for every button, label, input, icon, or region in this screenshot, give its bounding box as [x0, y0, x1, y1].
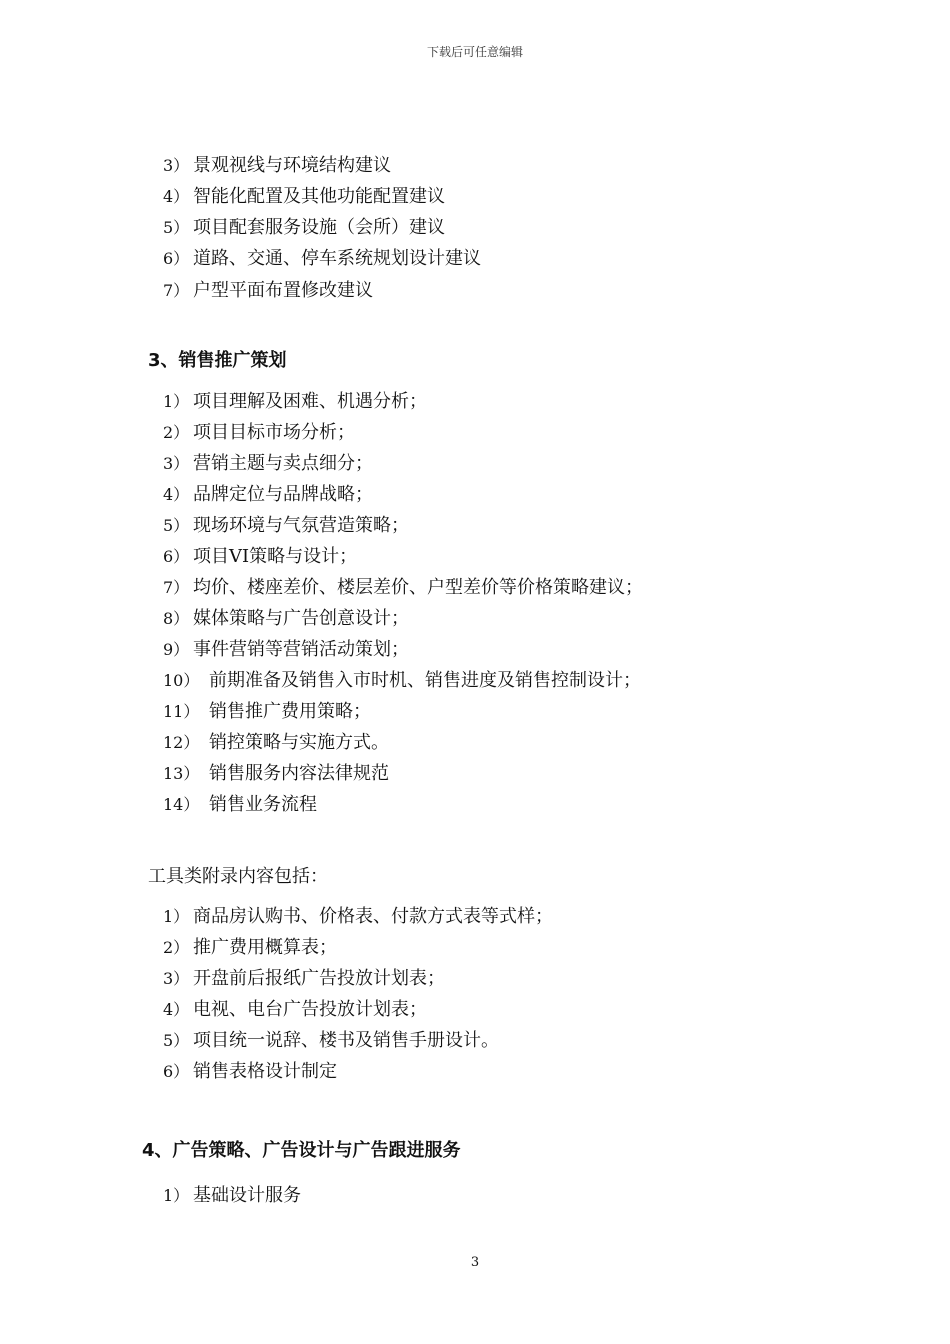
list-item: 1） 项目理解及困难、机遇分析；	[163, 391, 427, 412]
section-heading: 4、广告策略、广告设计与广告跟进服务	[142, 1140, 461, 1161]
page-header: 下载后可任意编辑	[426, 45, 523, 59]
list-item: 1） 基础设计服务	[163, 1185, 301, 1206]
section-heading: 工具类附录内容包括：	[148, 866, 328, 887]
section-heading: 3、销售推广策划	[148, 350, 287, 371]
list-item: 12） 销控策略与实施方式。	[163, 732, 389, 753]
list-item: 7） 均价、楼座差价、楼层差价、户型差价等价格策略建议；	[163, 577, 643, 598]
list-item: 5） 项目配套服务设施（会所）建议	[163, 217, 445, 238]
list-item: 2） 项目目标市场分析；	[163, 422, 355, 443]
list-item: 7） 户型平面布置修改建议	[163, 280, 373, 301]
list-item: 6） 道路、交通、停车系统规划设计建议	[163, 248, 481, 269]
list-item: 14） 销售业务流程	[163, 794, 317, 815]
list-item: 8） 媒体策略与广告创意设计；	[163, 608, 409, 629]
page-number: 3	[470, 1255, 480, 1270]
list-item: 5） 项目统一说辞、楼书及销售手册设计。	[163, 1030, 499, 1051]
list-item: 11） 销售推广费用策略；	[163, 701, 371, 722]
list-item: 6） 项目VI策略与设计；	[163, 546, 358, 567]
list-item: 5） 现场环境与气氛营造策略；	[163, 515, 409, 536]
list-item: 6） 销售表格设计制定	[163, 1061, 337, 1082]
list-item: 4） 智能化配置及其他功能配置建议	[163, 186, 445, 207]
list-item: 4） 电视、电台广告投放计划表；	[163, 999, 427, 1020]
list-item: 1） 商品房认购书、价格表、付款方式表等式样；	[163, 906, 553, 927]
list-item: 3） 开盘前后报纸广告投放计划表；	[163, 968, 445, 989]
list-item: 3） 景观视线与环境结构建议	[163, 155, 391, 176]
list-item: 3） 营销主题与卖点细分；	[163, 453, 373, 474]
list-item: 10） 前期准备及销售入市时机、销售进度及销售控制设计；	[163, 670, 641, 691]
list-item: 4） 品牌定位与品牌战略；	[163, 484, 373, 505]
list-item: 2） 推广费用概算表；	[163, 937, 337, 958]
list-item: 9） 事件营销等营销活动策划；	[163, 639, 409, 660]
list-item: 13） 销售服务内容法律规范	[163, 763, 389, 784]
